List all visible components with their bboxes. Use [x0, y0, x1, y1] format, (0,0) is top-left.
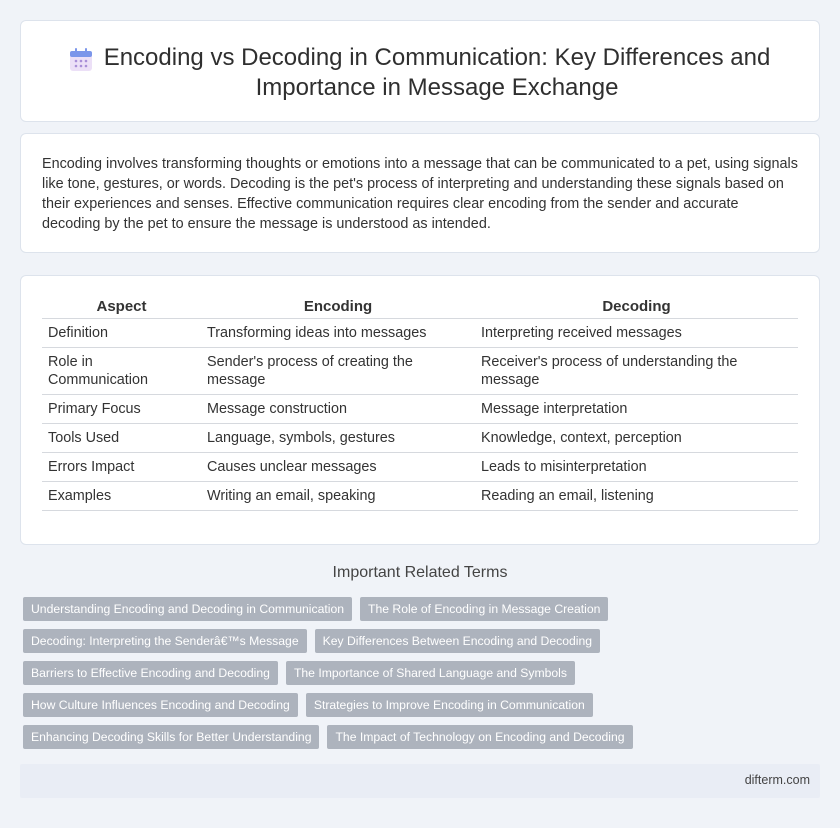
cell-aspect: Primary Focus [42, 394, 201, 423]
title-card [20, 20, 820, 122]
intro-paragraph: Encoding involves transforming thoughts or emotions into a message that can be communicated to a pet, using signals like tone, gestures, or words. Decoding is the pet's process of interpreting and understanding these signals based on their experiences and senses. Effective communication requires clear encoding from the sender and accurate decoding by the pet to ensure the message is understood as intended. [42, 156, 798, 232]
tag-row [23, 725, 803, 749]
tag-row [23, 661, 803, 685]
cell-encoding: Sender's process of creating the message [201, 347, 475, 394]
related-term-tag[interactable]: Enhancing Decoding Skills for Better Understanding [23, 725, 319, 749]
tag-row [23, 629, 803, 653]
related-term-tag[interactable]: Strategies to Improve Encoding in Communication [306, 693, 593, 717]
page-title-wrap [61, 43, 779, 103]
cell-decoding: Interpreting received messages [475, 318, 798, 347]
intro-card [20, 133, 820, 253]
table-row [42, 318, 798, 347]
header-aspect: Aspect [42, 296, 201, 318]
related-term-tag[interactable]: The Importance of Shared Language and Symbols [286, 661, 575, 685]
related-terms-heading: Important Related Terms [332, 564, 508, 581]
tag-row [23, 597, 803, 621]
footer-site-link[interactable]: difterm.com [744, 773, 810, 787]
cell-decoding: Leads to misinterpretation [475, 452, 798, 481]
table-row [42, 481, 798, 510]
related-term-tag[interactable]: Key Differences Between Encoding and Decoding [315, 629, 600, 653]
header-encoding: Encoding [201, 296, 475, 318]
page-title: Encoding vs Decoding in Communication: Key Differences and Importance in Message Exchange [103, 44, 771, 101]
cell-aspect: Tools Used [42, 423, 201, 452]
related-term-tag[interactable]: Barriers to Effective Encoding and Decoding [23, 661, 278, 685]
cell-aspect: Role in Communication [42, 347, 201, 394]
cell-decoding: Reading an email, listening [475, 481, 798, 510]
cell-aspect: Errors Impact [42, 452, 201, 481]
cell-decoding: Message interpretation [475, 394, 798, 423]
header-decoding: Decoding [475, 296, 798, 318]
cell-encoding: Transforming ideas into messages [201, 318, 475, 347]
cell-encoding: Writing an email, speaking [201, 481, 475, 510]
related-term-tag[interactable]: How Culture Influences Encoding and Decoding [23, 693, 298, 717]
footer [20, 764, 820, 798]
table-row [42, 452, 798, 481]
related-term-tag[interactable]: The Role of Encoding in Message Creation [360, 597, 608, 621]
tag-row [23, 693, 803, 717]
related-term-tag[interactable]: Understanding Encoding and Decoding in Communication [23, 597, 352, 621]
cell-encoding: Message construction [201, 394, 475, 423]
table-header-row [42, 296, 798, 318]
cell-aspect: Examples [42, 481, 201, 510]
related-term-tag[interactable]: The Impact of Technology on Encoding and Decoding [327, 725, 632, 749]
related-term-tag[interactable]: Decoding: Interpreting the Senderâ€™s Message [23, 629, 307, 653]
table-row [42, 423, 798, 452]
cell-decoding: Receiver's process of understanding the message [475, 347, 798, 394]
comparison-card [20, 275, 820, 545]
cell-encoding: Causes unclear messages [201, 452, 475, 481]
table-row [42, 347, 798, 394]
cell-decoding: Knowledge, context, perception [475, 423, 798, 452]
table-row [42, 394, 798, 423]
cell-aspect: Definition [42, 318, 201, 347]
cell-encoding: Language, symbols, gestures [201, 423, 475, 452]
related-terms-list [23, 597, 803, 757]
comparison-table [42, 296, 798, 511]
